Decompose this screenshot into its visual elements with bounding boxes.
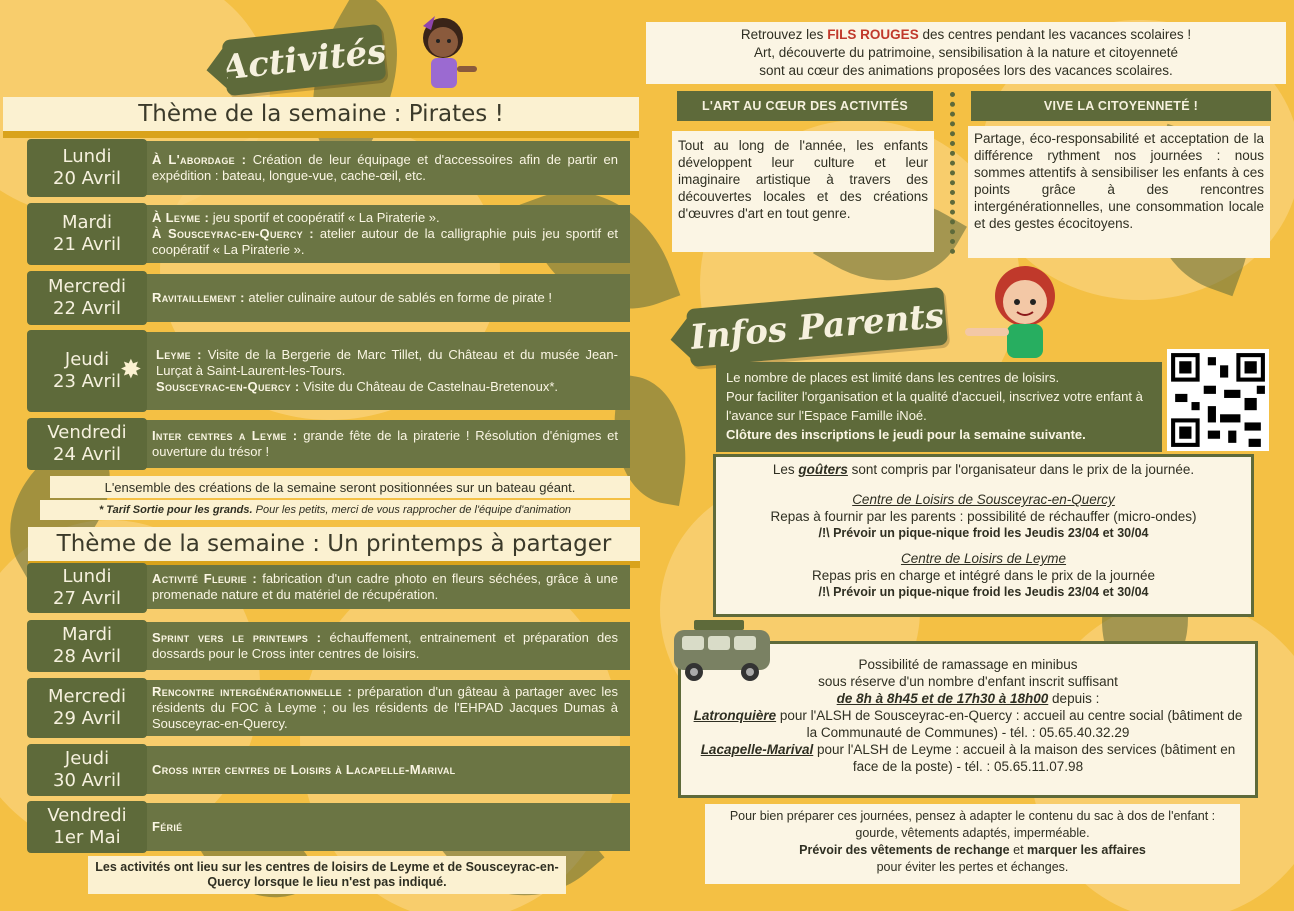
girl-illustration	[405, 8, 485, 98]
citoyennete-box: Partage, éco-responsabilité et acceptation de la différence rythment nos journées : nous sommes attentifs à sensibiliser les enfants à ces points grâce à des rencontres intergénérationnelles, une consommation locale et des gestes écocitoyens.	[968, 126, 1270, 258]
day-label: Mardi 28 Avril	[27, 620, 147, 672]
day-label: Lundi 27 Avril	[27, 563, 147, 613]
day-desc: Cross inter centres de Loisirs à Lacapelle-Marival	[140, 746, 630, 794]
day-label: Jeudi 23 Avril	[27, 330, 147, 412]
day-desc: Inter centres a Leyme : grande fête de la piraterie ! Résolution d'énigmes et ouverture du trésor !	[140, 420, 630, 468]
day-desc: Rencontre intergénérationnelle : préparation d'un gâteau à partager avec les résidents du FOC à Leyme ; ou les résidents de l'EHPAD Jacques Dumas à Sousceyrac-en-Quercy.	[140, 680, 630, 736]
theme2-title: Thème de la semaine : Un printemps à partager	[56, 531, 612, 557]
day-desc: Activité Fleurie : fabrication d'un cadre photo en fleurs séchées, grâce à une promenade nature et du matériel de récupération.	[140, 565, 630, 609]
day-desc: À L'abordage : Création de leur équipage et d'accessoires afin de partir en expédition : bateau, longue-vue, cache-œil, etc.	[140, 141, 630, 195]
day-desc: À Leyme : jeu sportif et coopératif « La Piraterie ». À Sousceyrac-en-Quercy : atelier autour de la calligraphie puis jeu sportif et coopératif « La Piraterie ».	[140, 205, 630, 263]
activities-footer: Les activités ont lieu sur les centres de loisirs de Leyme et de Sousceyrac-en-Quercy lorsque le lieu n'est pas indiqué.	[88, 856, 566, 894]
activites-title: Activités	[219, 31, 389, 89]
redhead-girl-illustration	[965, 256, 1065, 366]
star-icon: ✸	[120, 354, 142, 384]
day-desc: Sprint vers le printemps : échauffement, entrainement et préparation des dossards pour le Cross inter centres de loisirs.	[140, 622, 630, 670]
qr-code[interactable]	[1167, 349, 1269, 451]
day-label: Mardi 21 Avril	[27, 203, 147, 265]
day-label: Mercredi 29 Avril	[27, 678, 147, 738]
day-label: Mercredi 22 Avril	[27, 271, 147, 325]
theme1-title: Thème de la semaine : Pirates !	[138, 101, 504, 127]
dotted-divider	[950, 92, 959, 254]
day-desc: Ravitaillement : atelier culinaire autour de sablés en forme de pirate !	[140, 274, 630, 322]
day-label: Jeudi 30 Avril	[27, 744, 147, 796]
art-heading: L'ART AU CŒUR DES ACTIVITÉS	[677, 91, 933, 121]
theme1-note: L'ensemble des créations de la semaine seront positionnées sur un bateau géant.	[50, 476, 630, 498]
theme1-bar	[3, 97, 639, 138]
day-desc: Férié	[140, 803, 630, 851]
day-label: Vendredi 24 Avril	[27, 418, 147, 470]
infos-parents-title: Infos Parents	[688, 295, 946, 359]
gouters-box: Les goûters sont compris par l'organisateur dans le prix de la journée. Centre de Loisirs de Sousceyrac-en-Quercy Repas à fournir par les parents : possibilité de réchauffer (micro-ondes) /!\ Prévoir un pique-nique froid les Jeudis 23/04 et 30/04 Centre de Loisirs de Leyme Repas pris en charge et intégré dans le prix de la journée /!\ Prévoir un pique-nique froid les Jeudis 23/04 et 30/04	[713, 454, 1254, 617]
art-box: Tout au long de l'année, les enfants développent leur culture et leur imaginaire artistique à travers des découvertes locales et des créations d'œuvres d'art en tout genre.	[672, 131, 934, 252]
tarif-note: * Tarif Sortie pour les grands. Pour les petits, merci de vous rapprocher de l'équipe d'animation	[40, 500, 630, 520]
ramassage-box: Possibilité de ramassage en minibus sous réserve d'un nombre d'enfant inscrit suffisant de 8h à 8h45 et de 17h30 à 18h00 depuis : Latronquière pour l'ALSH de Sousceyrac-en-Quercy : accueil au centre social (bâtiment de la Communauté de Communes) - tél. : 05.65.40.32.29 Lacapelle-Marival pour l'ALSH de Leyme : accueil à la maison des services (bâtiment en face de la poste) - tél. : 05.65.11.07.98	[678, 641, 1258, 798]
inscription-box: Le nombre de places est limité dans les centres de loisirs. Pour faciliter l'organisation et la qualité d'accueil, inscrivez votre enfant à l'avance sur l'Espace Famille iNoé. Clôture des inscriptions le jeudi pour la semaine suivante.	[716, 362, 1162, 452]
day-label: Lundi 20 Avril	[27, 139, 147, 197]
citoyennete-heading: VIVE LA CITOYENNETÉ !	[971, 91, 1271, 121]
minibus-icon	[664, 608, 784, 688]
sac-box: Pour bien préparer ces journées, pensez à adapter le contenu du sac à dos de l'enfant : gourde, vêtements adaptés, imperméable. Prévoir des vêtements de rechange et marquer les affaires pour éviter les pertes et échanges.	[705, 804, 1240, 884]
day-label: Vendredi 1er Mai	[27, 801, 147, 853]
fils-rouges-box: Retrouvez les FILS ROUGES des centres pendant les vacances scolaires ! Art, découverte du patrimoine, sensibilisation à la nature et citoyenneté sont au cœur des animations proposées lors des vacances scolaires.	[646, 22, 1286, 84]
theme2-bar	[28, 527, 640, 568]
day-desc: Leyme : Visite de la Bergerie de Marc Tillet, du Château et du musée Jean-Lurçat à Saint-Laurent-les-Tours. Sousceyrac-en-Quercy : Visite du Château de Castelnau-Bretenoux*.	[140, 332, 630, 410]
